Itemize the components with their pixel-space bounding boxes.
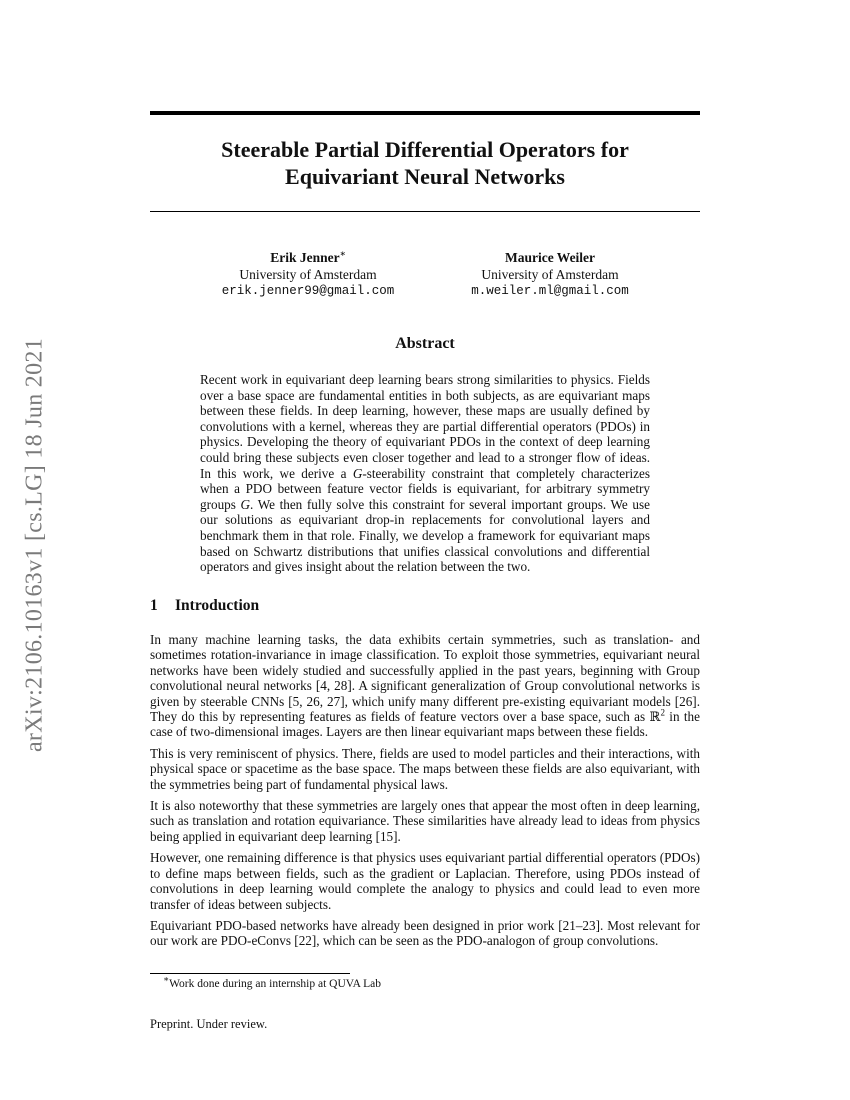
math-symbol-g: G [352, 465, 363, 481]
paragraph-3: It is also noteworthy that these symmetries are largely ones that appear the most often in deep learning, such as translation and rotation equivariance. These similarities have already lead to ideas from physics being applied in equivariant deep learning [15]. [150, 798, 700, 844]
title-bottom-rule [150, 211, 700, 212]
math-symbol-g: G [240, 496, 251, 512]
paragraph-2: This is very reminiscent of physics. There, fields are used to model particles and their interactions, with physical space or spacetime as the base space. The maps between these fields are also equivariant, with the symmetries being part of fundamental physical laws. [150, 745, 700, 792]
paragraph-4: However, one remaining difference is that physics uses equivariant partial differential operators (PDOs) to define maps between fields, such as the gradient or Laplacian. Therefore, using PDOs instead of convolutions in deep learning would complete the analogy to physics and could lead to even more transfer of ideas between subjects. [150, 850, 700, 912]
footnote-mark: ∗ [163, 974, 170, 985]
author-block-1 [178, 249, 438, 300]
title-line-1: Steerable Partial Differential Operators for [221, 137, 629, 162]
author-email[interactable]: erik.jenner99@gmail.com [221, 284, 395, 298]
math-exponent: 2 [660, 707, 665, 718]
author-name: Maurice Weiler [504, 250, 596, 265]
footnote-text: Work done during an internship at QUVA Lab [169, 978, 382, 990]
paragraph-1: In many machine learning tasks, the data exhibits certain symmetries, such as translation- and sometimes rotation-invariance in image classification. To exploit those symmetries, equivariant neural networks have been widely studied and successfully applied in the past years, beginning with Group convolutional neural networks [4, 28]. A significant generalization of Group convolutional networks is given by steerable CNNs [5, 26, 27], which unify many different pre-existing equivariant models [26]. They do this by representing features as fields of feature vectors over a base space, such as ℝ$^2$ in the case of two-dimensional images. Layers are then linear equivariant maps between these fields. [150, 632, 700, 740]
section-number: 1 [150, 597, 158, 614]
author-affiliation: University of Amsterdam [239, 267, 377, 282]
abstract-text: Recent work in equivariant deep learning bears strong similarities to physics. Fields over a base space are fundamental entities in both subjects, as are equivariant maps between these fields. In deep learning, however, these maps are usually defined by convolutions with a kernel, whereas they are partial differential operators (PDOs) in physics. Developing the theory of equivariant PDOs in the context of deep learning could bring these subjects even closer together and lead to a stronger flow of ideas. In this work, we derive a G-steerability constraint that completely characterizes when a PDO between feature vector fields is equivariant, for arbitrary symmetry groups G. We then fully solve this constraint for several important groups. We use our solutions as equivariant drop-in replacements for convolutional layers and benchmark them in that role. Finally, we develop a framework for equivariant maps based on Schwartz distributions that unifies classical convolutions and differential operators and gives insight about the relation between the two. [200, 372, 650, 575]
abstract-heading: Abstract [395, 335, 455, 352]
section-title: Introduction [175, 597, 260, 614]
preprint-notice: Preprint. Under review. [150, 1017, 268, 1031]
author-name: Erik Jenner∗ [270, 248, 346, 265]
section-heading [150, 597, 259, 615]
author-block-2 [420, 249, 680, 300]
arxiv-sidebar [5, 300, 65, 790]
title-top-rule [150, 111, 700, 115]
paragraph-5: Equivariant PDO-based networks have already been designed in prior work [21–23]. Most relevant for our work are PDO-eConvs [22], which can be seen as the PDO-analogon of group convolutions. [150, 917, 700, 949]
author-footnote-mark: ∗ [339, 248, 346, 259]
author-email[interactable]: m.weiler.ml@gmail.com [471, 284, 629, 298]
arxiv-identifier: arXiv:2106.10163v1 [cs.LG] 18 Jun 2021 [21, 337, 48, 753]
footnote-rule [150, 973, 350, 974]
title-line-2: Equivariant Neural Networks [285, 164, 565, 189]
author-affiliation: University of Amsterdam [481, 267, 619, 282]
footnote [150, 974, 382, 991]
math-symbol-reals: ℝ [649, 709, 661, 725]
paper-title [150, 136, 700, 190]
section-body [150, 632, 700, 955]
